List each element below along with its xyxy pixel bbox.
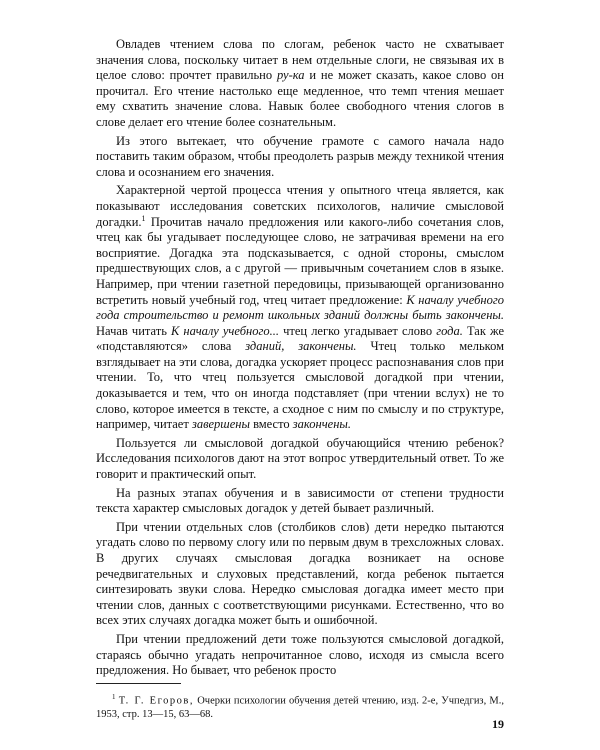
p3-emphasis-6: закончены. (292, 417, 352, 432)
paragraph-5: На разных этапах обучения и в зависимости от степени трудности текста характер смысловых догадок у детей бывает различный. (96, 485, 504, 516)
footnote-author: Т. Г. Егоров, (118, 695, 194, 707)
body-text (96, 37, 504, 682)
p3-emphasis-4: зданий, закончены. (245, 339, 357, 354)
p3-d: чтец легко угадывает слово (283, 323, 433, 338)
p3-f: Чтец только мельком взглядывает на эти слова, догадка ускоряет процесс распознавания слов при чтении. То, что чтец пользуется смысловой догадкой при чтении, доказывается и тем, что он иногда подставляет (при чтении вслух) не то слово, которое имеется в тексте, а сходное с ним по смыслу и по структуре, например, читает (96, 339, 505, 432)
p3-emphasis-5: завершены (191, 417, 250, 432)
footnote-text: Очерки психологии обучения детей чтению, изд. 2-е, Учпедгиз, М., 1953, стр. 13—15, 63—68. (96, 695, 505, 720)
p3-g: вместо (253, 417, 290, 432)
footnote-ref: 1 (141, 213, 146, 223)
paragraph-3 (96, 183, 504, 433)
footnote-line (96, 691, 504, 721)
p3-emphasis-3: года. (436, 323, 463, 338)
p1-emphasis: ру-ка (276, 68, 305, 83)
p1-tail: и не может сказать, какое слово он прочитал. Его чтение настолько еще медленное, что темп чтения мешает ему схватить значение слова. Навык более свободного чтения слогов в слове делает его чтение более сознательным. (96, 68, 504, 129)
p3-emphasis-1: К началу учебного года строительство и ремонт школьных зданий должны быть закончены. (96, 292, 504, 323)
p3-b: Прочитав начало предложения или какого-либо сочетания слов, чтец как бы угадывает последующее слово, не затрачивая времени на его восприятие. Догадка эта подсказывается, с одной стороны, смыслом предшествующих слов, а с другой — привычным сочетанием слов в языке. Например, при чтении газетной передовицы, призывающей организованно встретить новый учебный год, чтец читает предложение: (96, 214, 504, 307)
p1-text: Овладев чтением слова по слогам, ребенок часто не схватывает значения слова, поскольку читает в нем отдельные слоги, не связывая их в целое слово: прочтет правильно (96, 37, 504, 83)
paragraph-2: Из этого вытекает, что обучение грамоте с самого начала надо поставить таким образом, чтобы преодолеть разрыв между техникой чтения слова и осознанием его значения. (96, 133, 504, 179)
paragraph-6: При чтении отдельных слов (столбиков слов) дети нередко пытаются угадать слово по первому слогу или по первым двум в трехсложных словах. В других случаях смысловая догадка возникает на основе речедвигательных и слуховых представлений, когда ребенок пытается синтезировать звуки слова. Нередко смысловая догадка имеет место при чтении слов, данных с соответствующими рисунками. Естественно, что во всех этих случаях догадка может быть и ошибочной. (96, 519, 504, 628)
p3-emphasis-2: К началу учебного... (171, 323, 279, 338)
p3-a: Характерной чертой процесса чтения у опытного чтеца является, как показывают исследования советских психологов, наличие смысловой догадки. (96, 183, 504, 229)
p3-e: Так же «подставляются» слова (96, 323, 505, 354)
paragraph-7: При чтении предложений дети тоже пользуются смысловой догадкой, стараясь обычно угадать непрочитанное слово, исходя из смысла всего предложения. Но бывает, что ребенок просто (96, 631, 504, 678)
p3-c: Начав читать (96, 323, 167, 338)
page-number: 19 (492, 717, 504, 731)
footnote-marker: 1 (112, 693, 116, 701)
paragraph-4: Пользуется ли смысловой догадкой обучающийся чтению ребенок? Исследования психологов дают на этот вопрос утвердительный ответ. То же говорит и практический опыт. (96, 435, 504, 482)
footnote (96, 691, 504, 721)
footnote-divider (96, 683, 181, 684)
paragraph-1 (96, 37, 504, 131)
